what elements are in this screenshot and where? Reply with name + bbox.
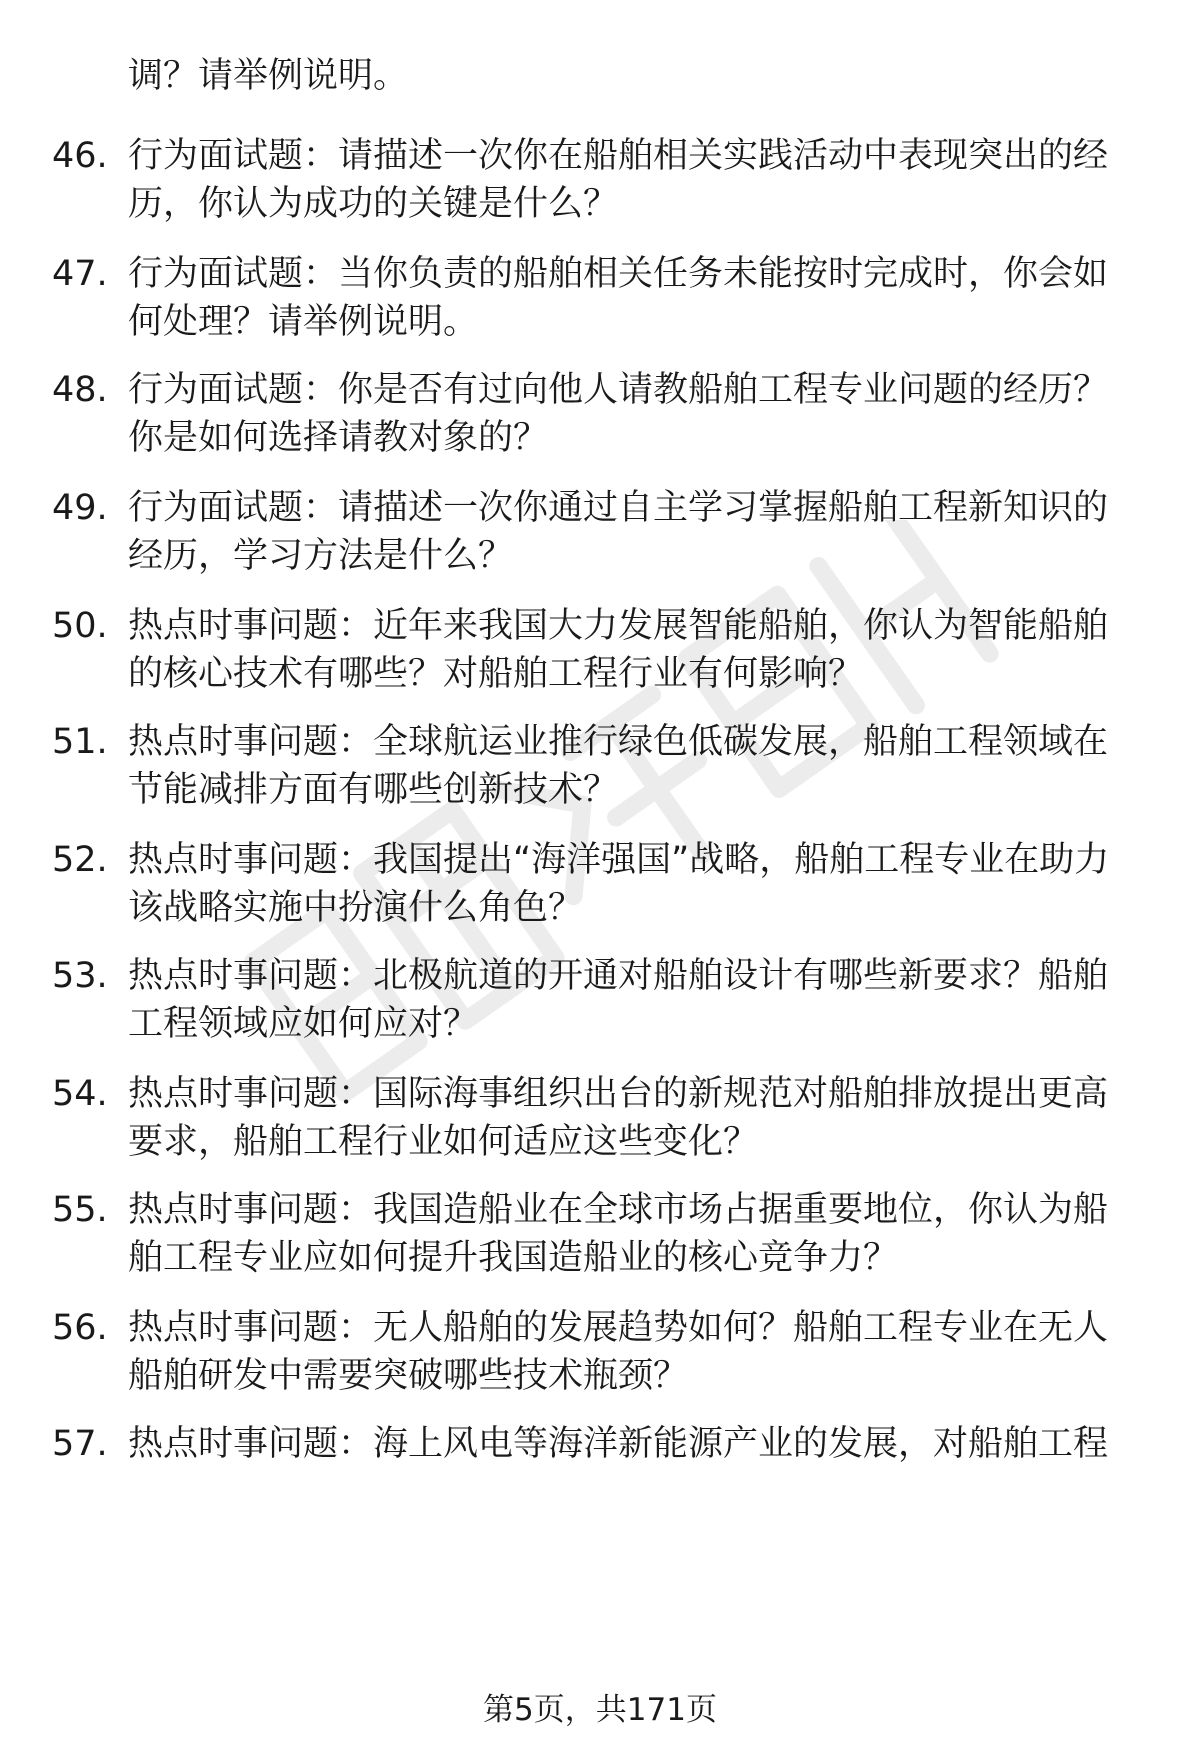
question-text: 热点时事问题：全球航运业推行绿色低碳发展，船舶工程领域在节能减排方面有哪些创新技术？ (128, 722, 1109, 810)
list-item (52, 250, 1138, 346)
question-number: 52. (52, 840, 108, 880)
list-item (52, 952, 1138, 1048)
list-item (52, 132, 1138, 228)
question-text: 热点时事问题：北极航道的开通对船舶设计有哪些新要求？船舶工程领域应如何应对？ (128, 956, 1109, 1044)
question-text: 行为面试题：你是否有过向他人请教船舶工程专业问题的经历？你是如何选择请教对象的？ (128, 370, 1109, 458)
question-number: 48. (52, 370, 108, 410)
list-item (52, 1186, 1138, 1282)
question-text: 热点时事问题：近年来我国大力发展智能船舶，你认为智能船舶的核心技术有哪些？对船舶工程行业有何影响？ (128, 606, 1109, 694)
question-number: 57. (52, 1424, 108, 1464)
question-text: 行为面试题：请描述一次你通过自主学习掌握船舶工程新知识的经历，学习方法是什么？ (128, 488, 1109, 576)
question-text: 行为面试题：当你负责的船舶相关任务未能按时完成时，你会如何处理？请举例说明。 (128, 254, 1109, 342)
list-item (52, 718, 1138, 814)
list-item (52, 1420, 1138, 1468)
list-item (52, 366, 1138, 462)
list-item (52, 602, 1138, 698)
page-footer: 第5页，共171页 (483, 1692, 717, 1728)
question-number: 56. (52, 1308, 108, 1348)
question-text: 行为面试题：请描述一次你在船舶相关实践活动中表现突出的经历，你认为成功的关键是什么？ (128, 136, 1109, 224)
continuation-text: 调？请举例说明。 (128, 56, 409, 96)
question-text: 热点时事问题：我国造船业在全球市场占据重要地位，你认为船舶工程专业应如何提升我国造船业的核心竞争力？ (128, 1190, 1109, 1278)
question-number: 53. (52, 956, 108, 996)
question-number: 55. (52, 1190, 108, 1230)
question-text: 热点时事问题：海上风电等海洋新能源产业的发展，对船舶工程 (128, 1424, 1109, 1464)
question-text: 热点时事问题：无人船舶的发展趋势如何？船舶工程专业在无人船舶研发中需要突破哪些技术瓶颈？ (128, 1308, 1109, 1396)
list-item (52, 1304, 1138, 1400)
question-text: 热点时事问题：国际海事组织出台的新规范对船舶排放提出更高要求，船舶工程行业如何适应这些变化？ (128, 1074, 1109, 1162)
question-number: 46. (52, 136, 108, 176)
list-item (52, 484, 1138, 580)
question-number: 51. (52, 722, 108, 762)
question-number: 54. (52, 1074, 108, 1114)
list-item (52, 1070, 1138, 1166)
question-text: 热点时事问题：我国提出“海洋强国”战略，船舶工程专业在助力该战略实施中扮演什么角色？ (128, 840, 1110, 928)
list-item (52, 836, 1138, 932)
question-number: 50. (52, 606, 108, 646)
question-number: 49. (52, 488, 108, 528)
question-number: 47. (52, 254, 108, 294)
